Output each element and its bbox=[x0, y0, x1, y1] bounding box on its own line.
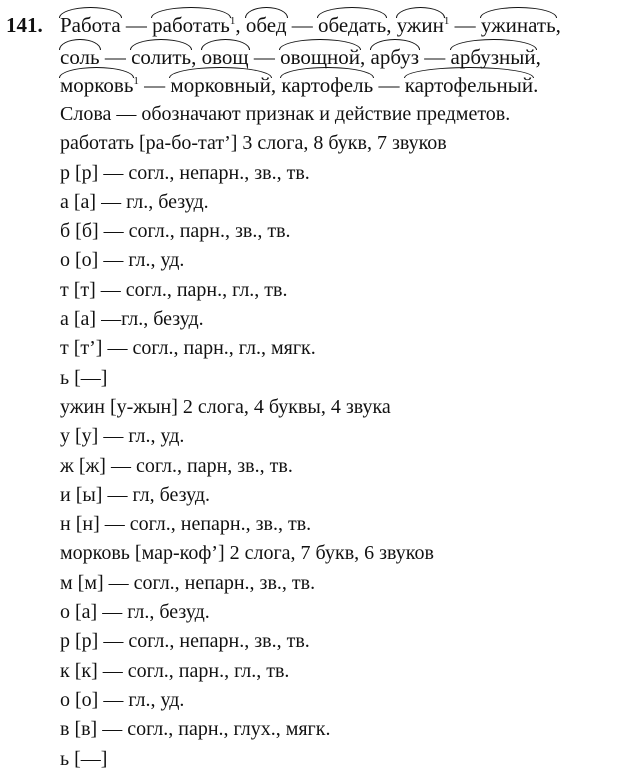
analysis-lines bbox=[60, 100, 620, 774]
separator-text: , bbox=[555, 13, 561, 37]
analysis-line: к [к] — согл., парн., гл., тв. bbox=[60, 659, 290, 682]
analysis-line: ь [—] bbox=[60, 366, 108, 389]
separator-text: , bbox=[270, 73, 282, 97]
footnote-mark: 1 bbox=[133, 75, 139, 87]
analysis-line: морковь [мар-коф’] 2 слога, 7 букв, 6 звуков bbox=[60, 542, 434, 565]
root-marked-word: овощной bbox=[280, 45, 361, 69]
root-marked-word: овощ bbox=[201, 45, 249, 69]
analysis-line: н [н] — согл., непарн., зв., тв. bbox=[60, 513, 312, 536]
root-marked-word: обед bbox=[245, 13, 287, 37]
analysis-line: о [а] — гл., безуд. bbox=[60, 601, 210, 624]
analysis-line: о [о] — гл., уд. bbox=[60, 688, 185, 711]
analysis-line: Слова — обозначают признак и действие предметов. bbox=[60, 103, 511, 125]
root-marked-word: работать bbox=[152, 13, 230, 37]
separator-text: , bbox=[535, 45, 541, 69]
separator-text: — bbox=[449, 13, 481, 37]
analysis-line: и [ы] — гл, безуд. bbox=[60, 483, 211, 506]
root-marked-word: ужинать bbox=[480, 13, 556, 37]
analysis-line: т [т’] — согл., парн., гл., мягк. bbox=[60, 337, 316, 360]
separator-text: — bbox=[286, 13, 319, 37]
separator-text: — bbox=[99, 45, 132, 69]
analysis-line: ь [—] bbox=[60, 747, 108, 770]
analysis-line: а [а] —гл., безуд. bbox=[60, 308, 204, 331]
analysis-line: р [р] — согл., непарн., зв., тв. bbox=[60, 161, 310, 184]
root-marked-word: морковный bbox=[170, 73, 271, 97]
analysis-line: б [б] — согл., парн., зв., тв. bbox=[60, 220, 291, 243]
root-marked-word: Работа bbox=[60, 13, 121, 37]
root-marked-word: соль bbox=[60, 45, 100, 69]
separator-text: , bbox=[360, 45, 371, 69]
separator-text: , bbox=[235, 13, 246, 37]
separator-text: , bbox=[191, 45, 202, 69]
word-pairs-line-3 bbox=[60, 72, 538, 98]
root-marked-word: морковь bbox=[60, 73, 134, 97]
separator-text: , bbox=[386, 13, 397, 37]
separator-text: — bbox=[419, 45, 451, 69]
analysis-line: ужин [у-жын] 2 слога, 4 буквы, 4 звука bbox=[60, 395, 391, 418]
root-marked-word: арбуз bbox=[370, 45, 420, 69]
footnote-mark: 1 bbox=[229, 15, 236, 27]
separator-text: — bbox=[138, 73, 171, 97]
root-marked-word: ужин bbox=[396, 13, 444, 37]
root-marked-word: арбузный bbox=[450, 45, 536, 69]
separator-text: — bbox=[373, 73, 405, 97]
root-marked-word: солить bbox=[131, 45, 192, 69]
analysis-line: м [м] — согл., непарн., зв., тв. bbox=[60, 571, 316, 594]
analysis-line: у [у] — гл., уд. bbox=[60, 425, 185, 448]
separator-text: — bbox=[120, 13, 153, 37]
analysis-line: о [о] — гл., уд. bbox=[60, 249, 185, 272]
analysis-line: в [в] — согл., парн., глух., мягк. bbox=[60, 718, 331, 741]
analysis-line: р [р] — согл., непарн., зв., тв. bbox=[60, 630, 310, 653]
root-marked-word: обедать bbox=[318, 13, 387, 37]
root-marked-word: картофель bbox=[281, 73, 374, 97]
footnote-mark: 1 bbox=[443, 15, 450, 27]
analysis-line: т [т] — согл., парн., гл., тв. bbox=[60, 278, 288, 301]
separator-text: . bbox=[533, 73, 539, 97]
exercise-number: 141. bbox=[6, 13, 43, 37]
root-marked-word: картофельный bbox=[404, 73, 534, 97]
separator-text: — bbox=[248, 45, 281, 69]
analysis-line: а [а] — гл., безуд. bbox=[60, 190, 209, 213]
word-pairs-line-1 bbox=[60, 12, 561, 38]
analysis-line: работать [ра-бо-тат’] 3 слога, 8 букв, 7 звуков bbox=[60, 132, 447, 155]
analysis-line: ж [ж] — согл., парн, зв., тв. bbox=[60, 454, 293, 477]
